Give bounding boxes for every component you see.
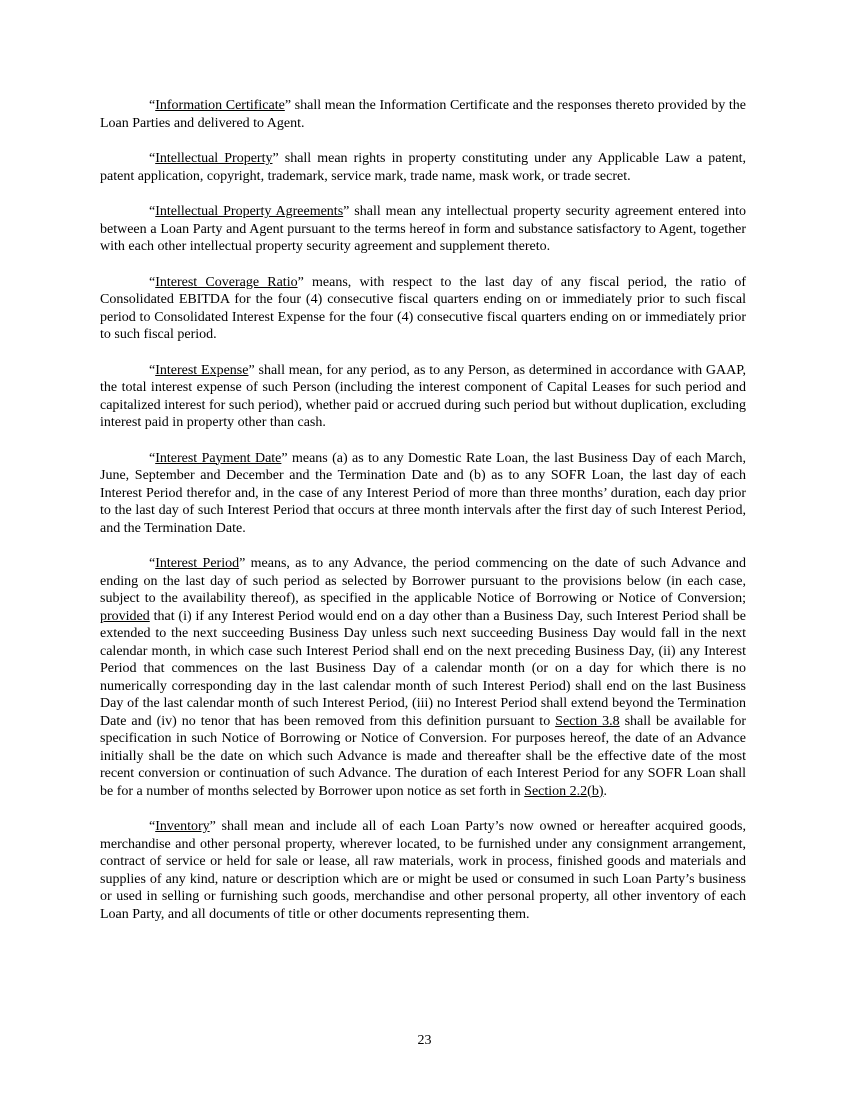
definition-text: ” shall mean, for any period, as to any Person, as determined in accordance with GAAP, the total interest expense of such Person (including the interest component of Capital Leases for such period and capitalized interest for such period), whether paid or accrued during such period but without duplication, excluding interest paid in property other than cash. — [100, 362, 746, 430]
definition-text: that (i) if any Interest Period would end on a day other than a Business Day, such Interest Period shall be extended to the next succeeding Business Day unless such next succeeding Business Day would fall in the next calendar month, in which case such Interest Period shall end on the next preceding Business Day, (ii) any Interest Period that commences on the last Business Day of a calendar month (or on a day for which there is no numerically corresponding day in the last calendar month of such Interest Period) shall end on the last Business Day of the last calendar month of such Interest Period, (iii) no Interest Period shall extend beyond the Termination Date and (iv) no tenor that has been removed from this definition pursuant to — [100, 608, 746, 729]
definition-text: ” means, as to any Advance, the period commencing on the date of such Advance and ending on the last day of such period as selected by Borrower pursuant to the provisions below (in each case, subject to the availability thereof), as specified in the applicable Notice of Borrowing or Notice of Conversion; — [100, 556, 747, 606]
open-quote: “ — [149, 450, 156, 466]
open-quote: “ — [149, 556, 156, 571]
definition-text: ” shall mean and include all of each Loan Party’s now owned or hereafter acquired goods, merchandise and other personal property, wherever located, to be furnished under any consignment arrangement, contract of service or held for sale or lease, all raw materials, work in process, finished goods and materials and supplies of any kind, nature or description which are or might be used or consumed in such Loan Party’s business or used in selling or furnishing such goods, merchandise and other personal property, all other inventory of each Loan Party, and all documents of title or other documents representing them. — [100, 819, 746, 922]
defined-term: Interest Expense — [155, 362, 249, 378]
open-quote: “ — [149, 274, 156, 290]
definition-text: . — [603, 783, 607, 799]
definition-inventory — [100, 818, 746, 923]
provided-keyword: provided — [100, 608, 150, 624]
open-quote: “ — [149, 819, 156, 834]
open-quote: “ — [149, 362, 156, 378]
definition-text: shall be available for specification in such Notice of Borrowing or Notice of Conversion. For purposes hereof, the date of an Advance initially shall be the date on which such Advance is made and thereafter shall be the effective date of the most recent conversion or continuation of such Advance. The duration of each Interest Period for any SOFR Loan shall be for a number of months selected by Borrower upon notice as set forth in — [100, 713, 746, 799]
open-quote: “ — [149, 204, 156, 219]
definition-interest-period — [100, 555, 746, 800]
open-quote: “ — [149, 151, 156, 166]
definition-interest-expense — [100, 362, 746, 432]
definition-information-certificate — [100, 97, 746, 132]
definition-text: ” shall mean the Information Certificate and the responses thereto provided by the Loan Parties and delivered to Agent. — [100, 98, 746, 131]
section-reference-link[interactable]: Section 2.2(b) — [524, 783, 604, 799]
definition-text: ” shall mean rights in property constituting under any Applicable Law a patent, patent application, copyright, trademark, service mark, trade name, mask work, or trade secret. — [100, 151, 747, 184]
defined-term: Interest Coverage Ratio — [155, 274, 298, 290]
definition-intellectual-property-agreements — [100, 203, 746, 256]
definition-interest-payment-date — [100, 450, 746, 538]
defined-term: Interest Payment Date — [155, 450, 282, 466]
defined-term: Intellectual Property Agreements — [155, 204, 344, 219]
definition-text: ” means (a) as to any Domestic Rate Loan, the last Business Day of each March, June, September and December and the Termination Date and (b) as to any SOFR Loan, the last day of each Interest Period therefor and, in the case of any Interest Period of more than three months’ duration, each day prior to the last day of such Interest Period that occurs at three month intervals after the first day of such Interest Period, and the Termination Date. — [100, 450, 746, 536]
defined-term: Interest Period — [155, 556, 240, 571]
document-page — [100, 97, 746, 941]
definition-interest-coverage-ratio — [100, 274, 746, 344]
section-reference-link[interactable]: Section 3.8 — [555, 713, 620, 729]
defined-term: Intellectual Property — [155, 151, 273, 166]
definition-intellectual-property — [100, 150, 746, 185]
definition-text: ” shall mean any intellectual property security agreement entered into between a Loan Party and Agent pursuant to the terms hereof in form and substance satisfactory to Agent, together with each other intellectual property security agreement and supplement thereto. — [100, 204, 746, 254]
page-number: 23 — [417, 1033, 432, 1048]
open-quote: “ — [149, 98, 156, 113]
definition-text: ” means, with respect to the last day of any fiscal period, the ratio of Consolidated EBITDA for the four (4) consecutive fiscal quarters ending on or immediately prior to such fiscal period to Consolidated Interest Expense for the four (4) consecutive fiscal quarters ending on or immediately prior to such fiscal period. — [100, 274, 747, 342]
defined-term: Inventory — [155, 819, 210, 834]
defined-term: Information Certificate — [155, 98, 285, 113]
